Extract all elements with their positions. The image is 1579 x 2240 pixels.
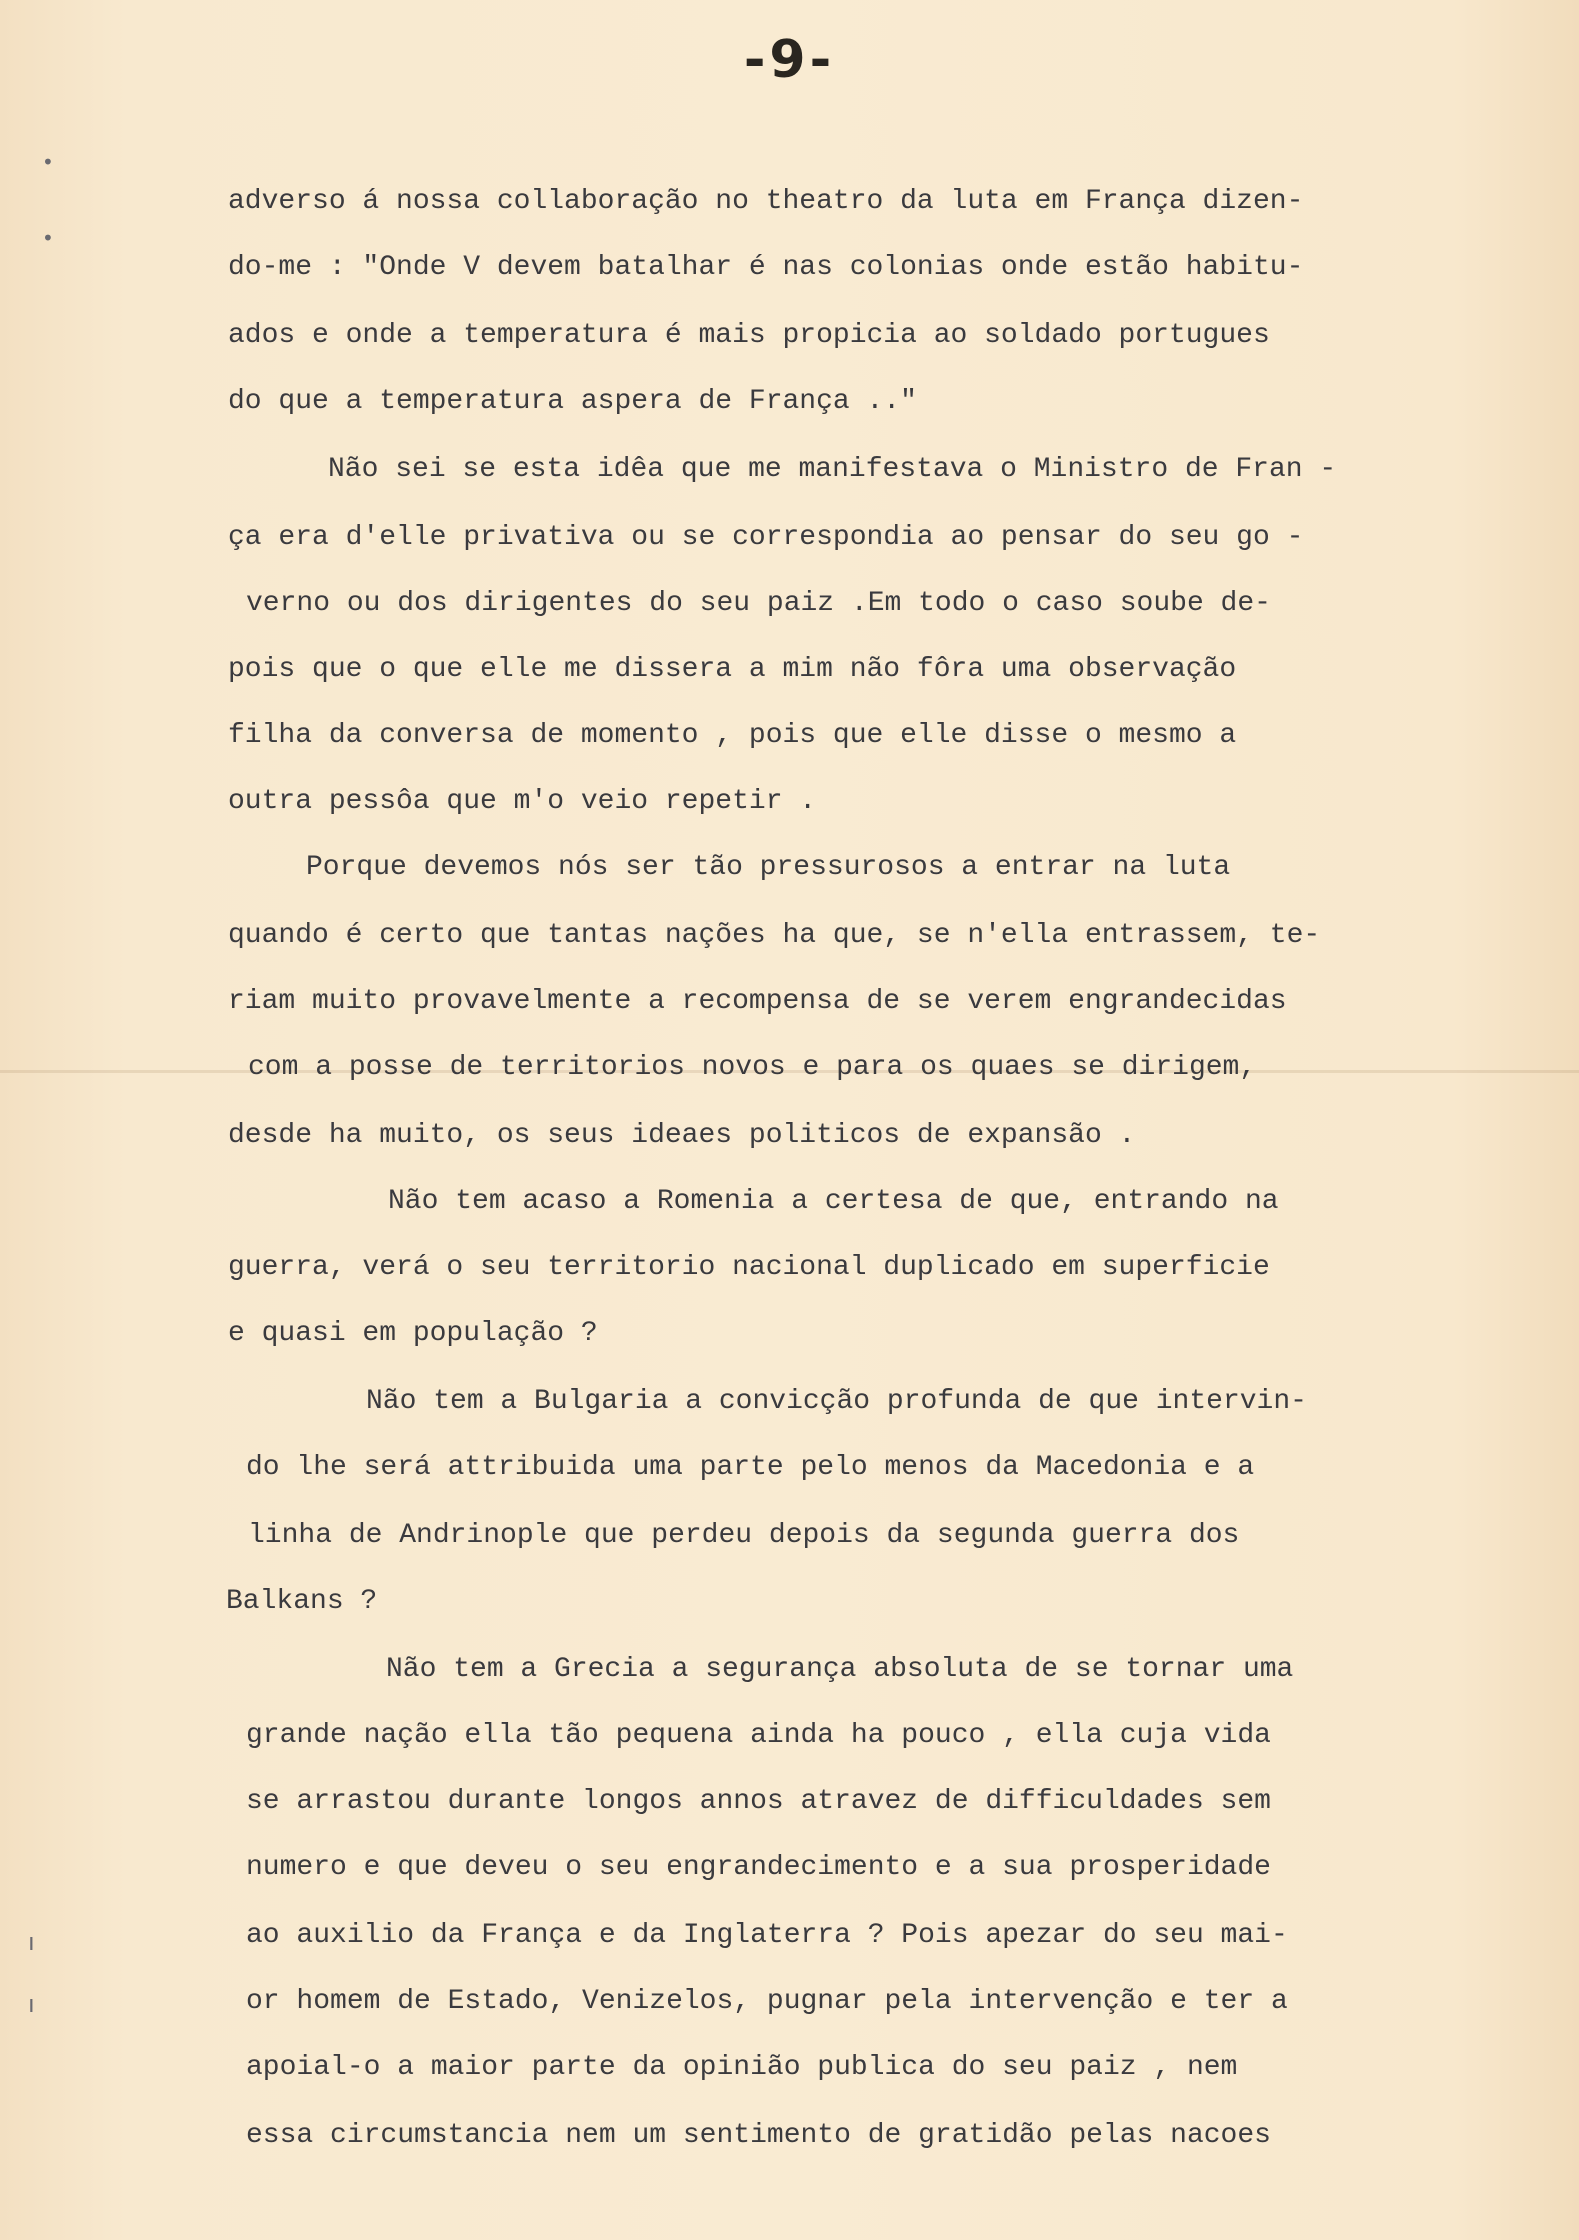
text-line: guerra, verá o seu territorio nacional duplicado em superficie xyxy=(228,1252,1270,1283)
text-line: Não tem a Grecia a segurança absoluta de se tornar uma xyxy=(386,1654,1294,1685)
text-line: Balkans ? xyxy=(226,1586,378,1617)
text-line: Não tem a Bulgaria a convicção profunda de que intervin- xyxy=(366,1386,1307,1417)
text-line: do-me : "Onde V devem batalhar é nas colonias onde estão habitu- xyxy=(228,252,1304,283)
text-line: linha de Andrinople que perdeu depois da segunda guerra dos xyxy=(248,1520,1240,1551)
text-line: do que a temperatura aspera de França .." xyxy=(228,386,917,417)
text-line: com a posse de territorios novos e para os quaes se dirigem, xyxy=(248,1052,1257,1083)
text-line: verno ou dos dirigentes do seu paiz .Em todo o caso soube de- xyxy=(246,588,1271,619)
text-line: Porque devemos nós ser tão pressurosos a entrar na luta xyxy=(306,852,1231,883)
margin-mark: • xyxy=(42,226,54,250)
text-line: Não tem acaso a Romenia a certesa de que, entrando na xyxy=(388,1186,1279,1217)
text-line: do lhe será attribuida uma parte pelo menos da Macedonia e a xyxy=(246,1452,1255,1483)
text-line: apoial-o a maior parte da opinião publica do seu paiz , nem xyxy=(246,2052,1238,2083)
text-line: pois que o que elle me dissera a mim não fôra uma observação xyxy=(228,654,1237,685)
text-line: ao auxilio da França e da Inglaterra ? Pois apezar do seu mai- xyxy=(246,1920,1288,1951)
margin-mark: ı xyxy=(28,1990,35,2018)
text-line: numero e que deveu o seu engrandecimento e a sua prosperidade xyxy=(246,1852,1271,1883)
text-line: essa circumstancia nem um sentimento de gratidão pelas nacoes xyxy=(246,2120,1271,2151)
text-line: ça era d'elle privativa ou se correspondia ao pensar do seu go - xyxy=(228,522,1304,553)
text-line: quando é certo que tantas nações ha que, se n'ella entrassem, te- xyxy=(228,920,1321,951)
text-line: grande nação ella tão pequena ainda ha pouco , ella cuja vida xyxy=(246,1720,1271,1751)
text-line: e quasi em população ? xyxy=(228,1318,598,1349)
text-line: adverso á nossa collaboração no theatro da luta em França dizen- xyxy=(228,186,1304,217)
text-line: desde ha muito, os seus ideaes politicos de expansão . xyxy=(228,1120,1136,1151)
text-line: Não sei se esta idêa que me manifestava o Ministro de Fran - xyxy=(328,454,1337,485)
page-number: -9- xyxy=(743,30,836,90)
margin-mark: • xyxy=(42,150,54,174)
text-line: riam muito provavelmente a recompensa de se verem engrandecidas xyxy=(228,986,1287,1017)
text-line: ados e onde a temperatura é mais propicia ao soldado portugues xyxy=(228,320,1270,351)
text-line: filha da conversa de momento , pois que elle disse o mesmo a xyxy=(228,720,1237,751)
text-line: outra pessôa que m'o veio repetir . xyxy=(228,786,817,817)
text-line: or homem de Estado, Venizelos, pugnar pela intervenção e ter a xyxy=(246,1986,1288,2017)
margin-mark: ı xyxy=(28,1928,35,1956)
text-line: se arrastou durante longos annos atravez de difficuldades sem xyxy=(246,1786,1271,1817)
